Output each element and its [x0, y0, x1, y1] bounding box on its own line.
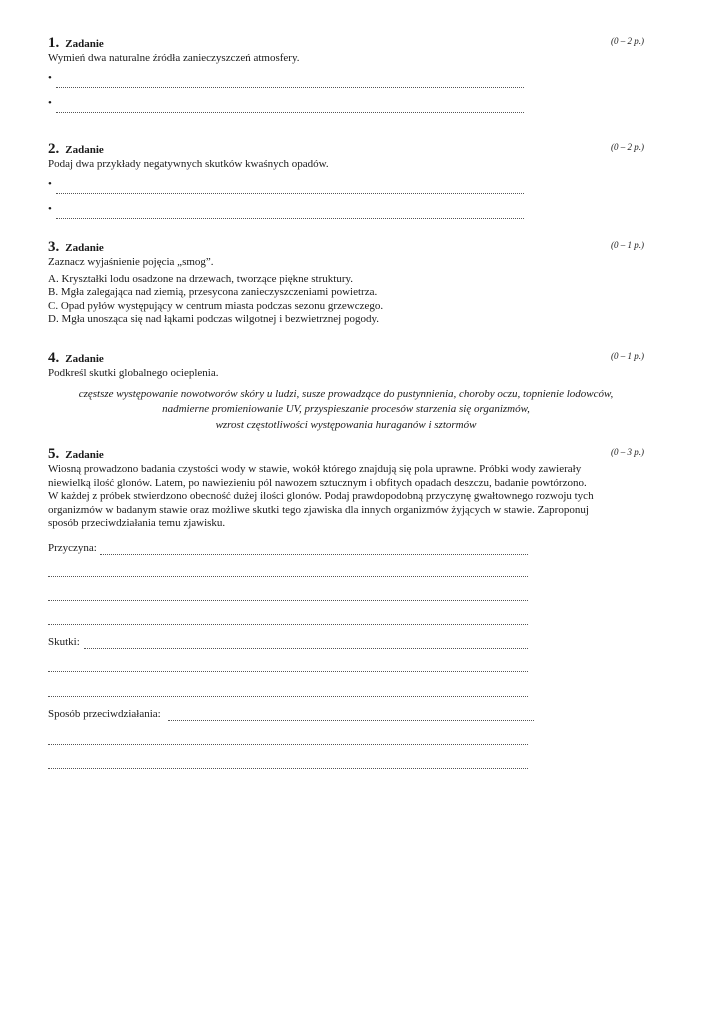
answer-line[interactable] [48, 733, 528, 745]
answer-line[interactable] [48, 589, 528, 601]
bullet-icon: • [48, 178, 52, 190]
task-3 [48, 238, 644, 327]
task-header [48, 140, 644, 158]
terms-line[interactable]: wzrost częstotliwości występowania huraganów i sztormów [215, 418, 477, 431]
answer-line[interactable] [48, 757, 528, 769]
answer-options [48, 273, 644, 327]
answer-line[interactable] [48, 685, 528, 697]
answer-line[interactable] [48, 72, 524, 88]
task-points: (0 – 3 p.) [611, 447, 644, 457]
terms-line[interactable]: częstsze występowanie nowotworów skóry u ludzi, susze prowadzące do pustynnienia, choroby oczu, topnienie lodowców, [78, 387, 614, 400]
task-number: 2. [48, 141, 60, 157]
task-number: 1. [48, 35, 60, 51]
task-question [48, 463, 644, 531]
bullet-icon: • [48, 203, 52, 215]
effects-field[interactable] [48, 636, 528, 649]
task-4 [48, 349, 644, 433]
task-word: Zadanie [65, 38, 104, 50]
task-question: Podkreśl skutki globalnego ocieplenia. [48, 367, 219, 379]
task-word: Zadanie [65, 144, 104, 156]
prevention-field[interactable] [48, 708, 534, 721]
answer-line[interactable] [48, 660, 528, 672]
effects-label: Skutki: [48, 636, 80, 648]
cause-field[interactable] [48, 542, 528, 555]
task-points: (0 – 2 p.) [611, 142, 644, 152]
question-line: Wiosną prowadzono badania czystości wody w stawie, wokół którego znajdują się pola uprawne. Próbki wody zawierały [48, 463, 582, 475]
task-header [48, 238, 644, 256]
question-line: sposób przeciwdziałania temu zjawisku. [48, 517, 226, 529]
answer-line[interactable] [48, 178, 524, 194]
task-5 [48, 445, 644, 531]
task-points: (0 – 1 p.) [611, 351, 644, 361]
cause-label: Przyczyna: [48, 542, 97, 554]
task-question: Zaznacz wyjaśnienie pojęcia „smog”. [48, 256, 214, 268]
task-word: Zadanie [65, 353, 104, 365]
task-1 [48, 34, 644, 66]
answer-option-d[interactable]: D. Mgła unosząca się nad łąkami podczas wilgotnej i bezwietrznej pogody. [48, 313, 380, 325]
bullet-icon: • [48, 72, 52, 84]
task-word: Zadanie [65, 449, 104, 461]
task-header [48, 349, 644, 367]
task-2 [48, 140, 644, 172]
task-word: Zadanie [65, 242, 104, 254]
answer-option-b[interactable]: B. Mgła zalegająca nad ziemią, przesycona zanieczyszczeniami powietrza. [48, 286, 378, 298]
answer-option-a[interactable]: A. Kryształki lodu osadzone na drzewach, tworzące piękne struktury. [48, 272, 354, 285]
question-line: W każdej z próbek stwierdzono obecność dużej ilości glonów. Podaj prawdopodobną przyczynę gwałtownego rozwoju tych [48, 490, 594, 502]
terms-line[interactable]: nadmierne promieniowanie UV, przyspieszanie procesów starzenia się organizmów, [162, 403, 530, 415]
task-question: Podaj dwa przykłady negatywnych skutków kwaśnych opadów. [48, 158, 329, 170]
task-header [48, 34, 644, 52]
bullet-icon: • [48, 97, 52, 109]
task-number: 3. [48, 239, 60, 255]
prevention-label: Sposób przeciwdziałania: [48, 708, 161, 720]
task-question: Wymień dwa naturalne źródła zanieczyszczeń atmosfery. [48, 52, 300, 64]
task-points: (0 – 2 p.) [611, 36, 644, 46]
question-line: organizmów w badanym stawie oraz możliwe skutki tego zjawiska dla innych organizmów żyjących w stawie. Zaproponuj [48, 503, 589, 516]
terms-to-underline [48, 387, 644, 434]
answer-line[interactable] [48, 203, 524, 219]
answer-line[interactable] [48, 97, 524, 113]
task-number: 4. [48, 350, 60, 366]
answer-line[interactable] [48, 565, 528, 577]
answer-option-c[interactable]: C. Opad pyłów występujący w centrum miasta podczas sezonu grzewczego. [48, 299, 384, 312]
task-points: (0 – 1 p.) [611, 240, 644, 250]
task-number: 5. [48, 446, 60, 462]
answer-line[interactable] [48, 613, 528, 625]
task-header [48, 445, 644, 463]
question-line: niewielką ilość glonów. Latem, po nawiezieniu pól nawozem sztucznym i obfitych opadach deszczu, badanie powtórzono. [48, 476, 587, 489]
